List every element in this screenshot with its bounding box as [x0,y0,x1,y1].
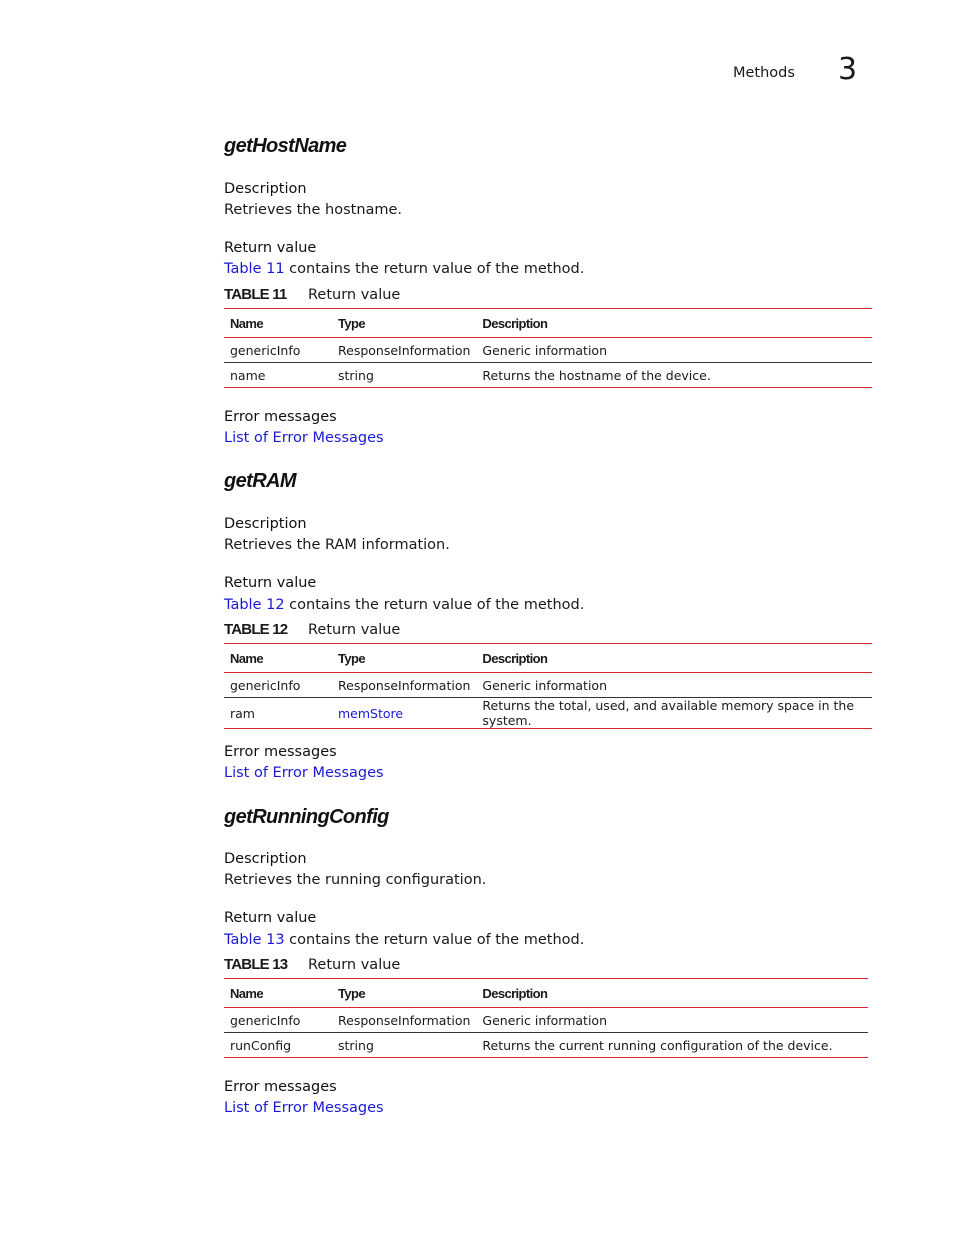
table-caption-id: TABLE 11 [224,286,287,303]
table-row [224,338,872,363]
column-header-description: Description [476,644,872,673]
cell-description: Returns the total, used, and available memory space in the system. [482,698,855,728]
return-value-text [224,261,584,277]
description-text: Retrieves the hostname. [224,202,403,218]
table-row [224,698,872,729]
cell-type: ResponseInformation [332,338,476,363]
memstore-link[interactable]: memStore [338,705,404,721]
column-header-description: Description [476,309,872,338]
cell-description: Generic information [476,1008,868,1033]
column-header-name: Name [224,309,332,338]
description-label: Description [224,516,307,532]
return-value-sentence: contains the return value of the method. [284,597,585,613]
cell-description: Returns the current running configuration of the device. [482,1037,833,1053]
cell-description: Generic information [476,338,872,363]
return-value-text [224,597,584,613]
cell-description: Returns the hostname of the device. [482,367,711,383]
error-messages-label: Error messages [224,744,337,760]
return-value-sentence: contains the return value of the method. [284,261,585,277]
return-value-text [224,932,584,948]
description-label: Description [224,181,307,197]
method-title: getRunningConfig [224,806,389,828]
return-value-table [224,308,872,388]
table-header-row [224,979,868,1008]
header-chapter-number: 3 [838,52,858,87]
table-caption-id: TABLE 12 [224,621,288,638]
table-caption-id: TABLE 13 [224,956,288,973]
column-header-type: Type [332,644,476,673]
cell-name: genericInfo [224,1008,332,1033]
error-messages-link[interactable]: List of Error Messages [224,1100,384,1116]
cell-type: string [338,367,374,383]
return-value-label: Return value [224,910,317,926]
method-title: getHostName [224,135,347,157]
table-link[interactable]: Table 11 [224,261,285,277]
table-caption-text: Return value [308,287,401,303]
table-caption [224,286,400,303]
cell-type: string [338,1037,374,1053]
error-messages-link[interactable]: List of Error Messages [224,765,384,781]
cell-type [332,698,476,729]
table-header-row [224,309,872,338]
header-chapter-label: Methods [733,65,795,81]
table-link[interactable]: Table 13 [224,932,285,948]
error-messages-label: Error messages [224,409,337,425]
table-row [224,673,872,698]
column-header-type: Type [332,309,476,338]
table-row [224,1008,868,1033]
table-caption [224,956,400,973]
return-value-table [224,978,868,1058]
cell-name: ram [230,705,255,721]
error-messages-link[interactable]: List of Error Messages [224,430,384,446]
description-label: Description [224,851,307,867]
cell-name: name [230,367,266,383]
column-header-name: Name [224,979,332,1008]
cell-name: genericInfo [224,673,332,698]
cell-description: Generic information [476,673,872,698]
cell-type: ResponseInformation [332,1008,476,1033]
column-header-type: Type [332,979,476,1008]
cell-name: runConfig [230,1037,292,1053]
table-header-row [224,644,872,673]
column-header-name: Name [224,644,332,673]
description-text: Retrieves the running configuration. [224,872,487,888]
table-caption-text: Return value [308,957,401,973]
table-caption-text: Return value [308,622,401,638]
table-row [224,363,872,388]
column-header-description: Description [476,979,868,1008]
return-value-sentence: contains the return value of the method. [284,932,585,948]
cell-name: genericInfo [224,338,332,363]
section-gethostname [224,133,872,446]
error-messages-label: Error messages [224,1079,337,1095]
return-value-table [224,643,872,729]
method-title: getRAM [224,470,296,492]
return-value-label: Return value [224,575,317,591]
description-text: Retrieves the RAM information. [224,537,450,553]
return-value-label: Return value [224,240,317,256]
table-caption [224,621,400,638]
section-getram [224,468,872,781]
cell-type: ResponseInformation [332,673,476,698]
table-link[interactable]: Table 12 [224,597,285,613]
section-getrunningconfig [224,804,868,1116]
table-row [224,1033,868,1058]
